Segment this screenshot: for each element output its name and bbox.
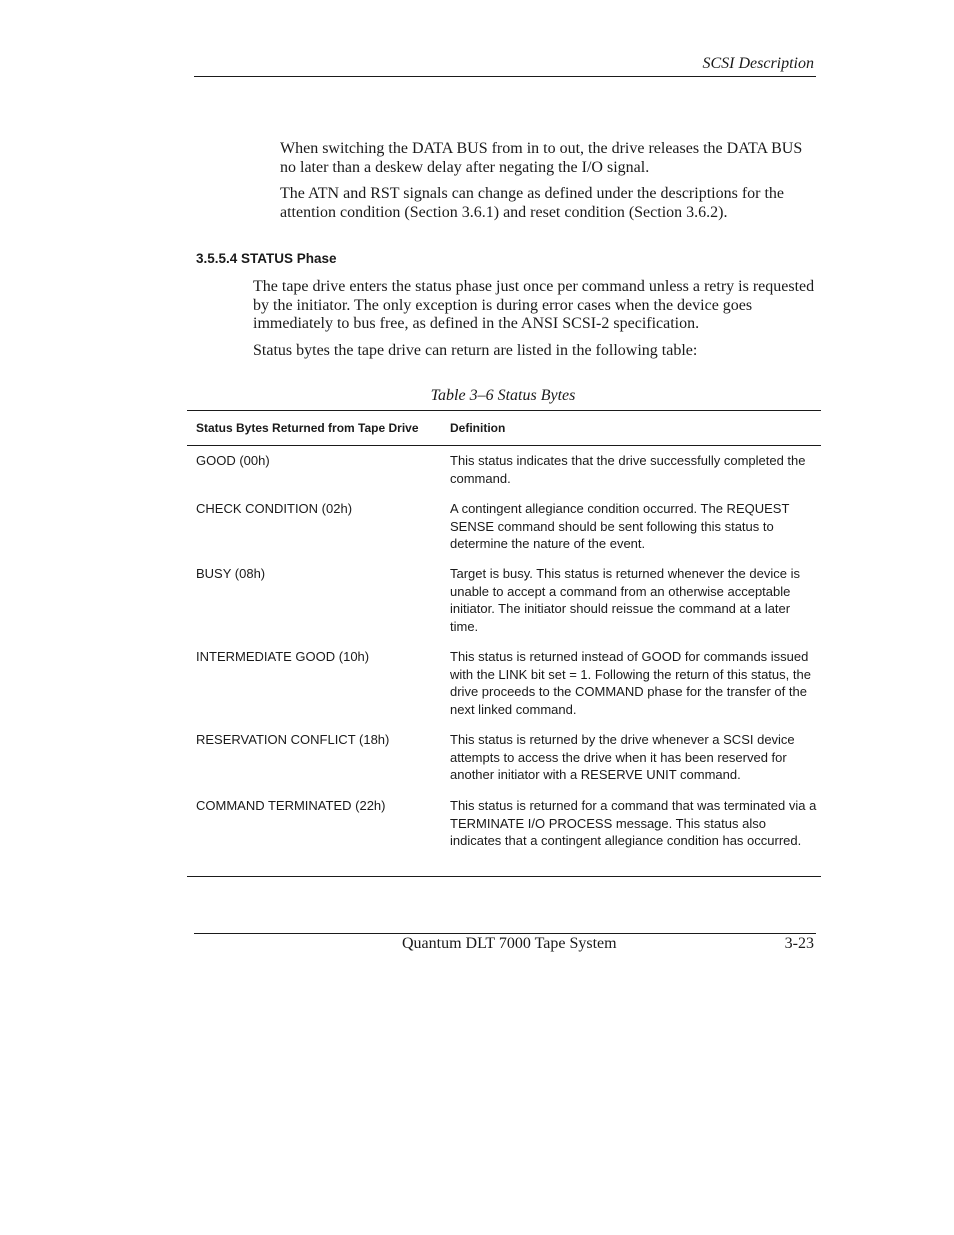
footer-rule: [194, 933, 816, 934]
footer-document-title: Quantum DLT 7000 Tape System: [402, 935, 617, 952]
table-header-row: [187, 410, 821, 446]
table-caption: Table 3–6 Status Bytes: [430, 387, 576, 404]
table-cell-status: COMMAND TERMINATED (22h): [196, 798, 386, 813]
table-header-definition: Definition: [450, 421, 506, 435]
table-header-status: Status Bytes Returned from Tape Drive: [196, 421, 419, 435]
table-cell-definition: Target is busy. This status is returned whenever the device is unable to accept a command from an otherwise acceptable initiator. The initiator should reissue the command at a later time.: [450, 566, 800, 634]
table-cell-definition: This status indicates that the drive successfully completed the command.: [450, 453, 806, 486]
header-section-title: SCSI Description: [702, 55, 814, 72]
body-paragraph-1: When switching the DATA BUS from in to out, the drive releases the DATA BUS no later than a deskew delay after negating the I/O signal.: [280, 140, 803, 176]
table-cell-definition: This status is returned instead of GOOD for commands issued with the LINK bit set = 1. Following the return of this status, the drive proceeds to the COMMAND phase for the transfer of the next linked command.: [450, 649, 811, 717]
table-cell-definition: This status is returned for a command that was terminated via a TERMINATE I/O PROCESS message. This status also indicates that a contingent allegiance condition has occurred.: [450, 798, 817, 849]
table-cell-status: BUSY (08h): [196, 566, 266, 581]
table-cell-status: RESERVATION CONFLICT (18h): [196, 732, 390, 747]
table-cell-status: GOOD (00h): [196, 453, 270, 468]
body-paragraph-3: The tape drive enters the status phase just once per command unless a retry is requested by the initiator. The only exception is during error cases when the device goes immediately to bus free, as defined in the ANSI SCSI-2 specification.: [253, 278, 815, 333]
body-paragraph-2: The ATN and RST signals can change as defined under the descriptions for the attention condition (Section 3.6.1) and reset condition (Section 3.6.2).: [280, 185, 785, 221]
body-paragraph-4: Status bytes the tape drive can return are listed in the following table:: [253, 342, 698, 359]
table-cell-definition: A contingent allegiance condition occurred. The REQUEST SENSE command should be sent following this status to determine the nature of the event.: [450, 501, 790, 552]
table-cell-definition: This status is returned by the drive whenever a SCSI device attempts to access the drive when it has been reserved for another initiator with a RESERVE UNIT command.: [450, 732, 795, 783]
footer-page-number: 3-23: [784, 935, 814, 952]
status-bytes-table: [187, 410, 821, 877]
header-rule: [194, 76, 816, 77]
table-cell-status: INTERMEDIATE GOOD (10h): [196, 649, 370, 664]
table-cell-status: CHECK CONDITION (02h): [196, 501, 353, 516]
section-heading: 3.5.5.4 STATUS Phase: [196, 251, 337, 266]
